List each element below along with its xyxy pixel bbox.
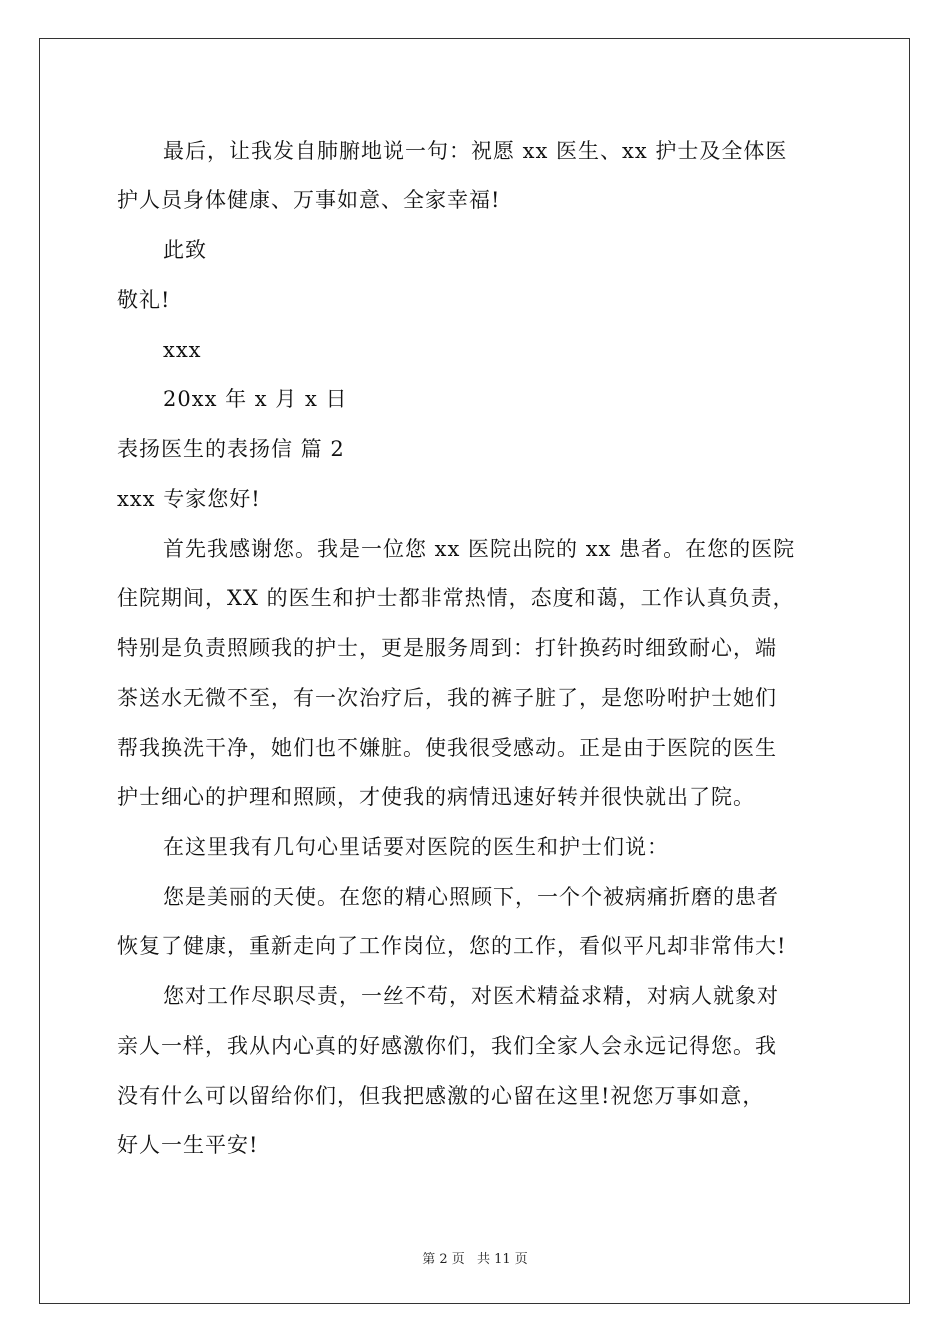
signature: xxx <box>163 338 202 362</box>
text-line: 护士细心的护理和照顾，才使我的病情迅速好转并很快就出了院。 <box>117 785 755 809</box>
text-line: 首先我感谢您。我是一位您 xx 医院出院的 xx 患者。在您的医院 <box>163 537 796 561</box>
page-total: 共 11 页 <box>476 1252 528 1267</box>
text-line: 好人一生平安! <box>117 1133 259 1157</box>
page-footer <box>0 1248 950 1267</box>
text-line: 恢复了健康，重新走向了工作岗位，您的工作，看似平凡却非常伟大! <box>117 934 787 958</box>
text-line: 护人员身体健康、万事如意、全家幸福! <box>117 188 501 212</box>
closing-respect: 敬礼! <box>117 288 171 312</box>
text-line: 亲人一样，我从内心真的好感激你们，我们全家人会永远记得您。我 <box>117 1034 777 1058</box>
text-line: 在这里我有几句心里话要对医院的医生和护士们说： <box>163 835 669 859</box>
greeting: xxx 专家您好! <box>117 487 261 511</box>
text-line: 帮我换洗干净，她们也不嫌脏。使我很受感动。正是由于医院的医生 <box>117 736 777 760</box>
text-line: 您是美丽的天使。在您的精心照顾下，一个个被病痛折磨的患者 <box>163 885 779 909</box>
text-line: 最后，让我发自肺腑地说一句：祝愿 xx 医生、xx 护士及全体医 <box>163 139 788 163</box>
page-border <box>39 38 910 1304</box>
section-title: 表扬医生的表扬信 篇 2 <box>117 437 345 461</box>
page-number: 第 2 页 <box>422 1252 465 1267</box>
text-line: 茶送水无微不至，有一次治疗后，我的裤子脏了，是您吩咐护士她们 <box>117 686 777 710</box>
text-line: 没有什么可以留给你们，但我把感激的心留在这里!祝您万事如意， <box>117 1084 765 1108</box>
closing-salutation: 此致 <box>163 238 207 262</box>
text-line: 您对工作尽职尽责，一丝不苟，对医术精益求精，对病人就象对 <box>163 984 779 1008</box>
text-line: 住院期间，XX 的医生和护士都非常热情，态度和蔼，工作认真负责， <box>117 586 795 610</box>
text-line: 特别是负责照顾我的护士，更是服务周到：打针换药时细致耐心，端 <box>117 636 777 660</box>
date-line: 20xx 年 x 月 x 日 <box>163 387 348 411</box>
